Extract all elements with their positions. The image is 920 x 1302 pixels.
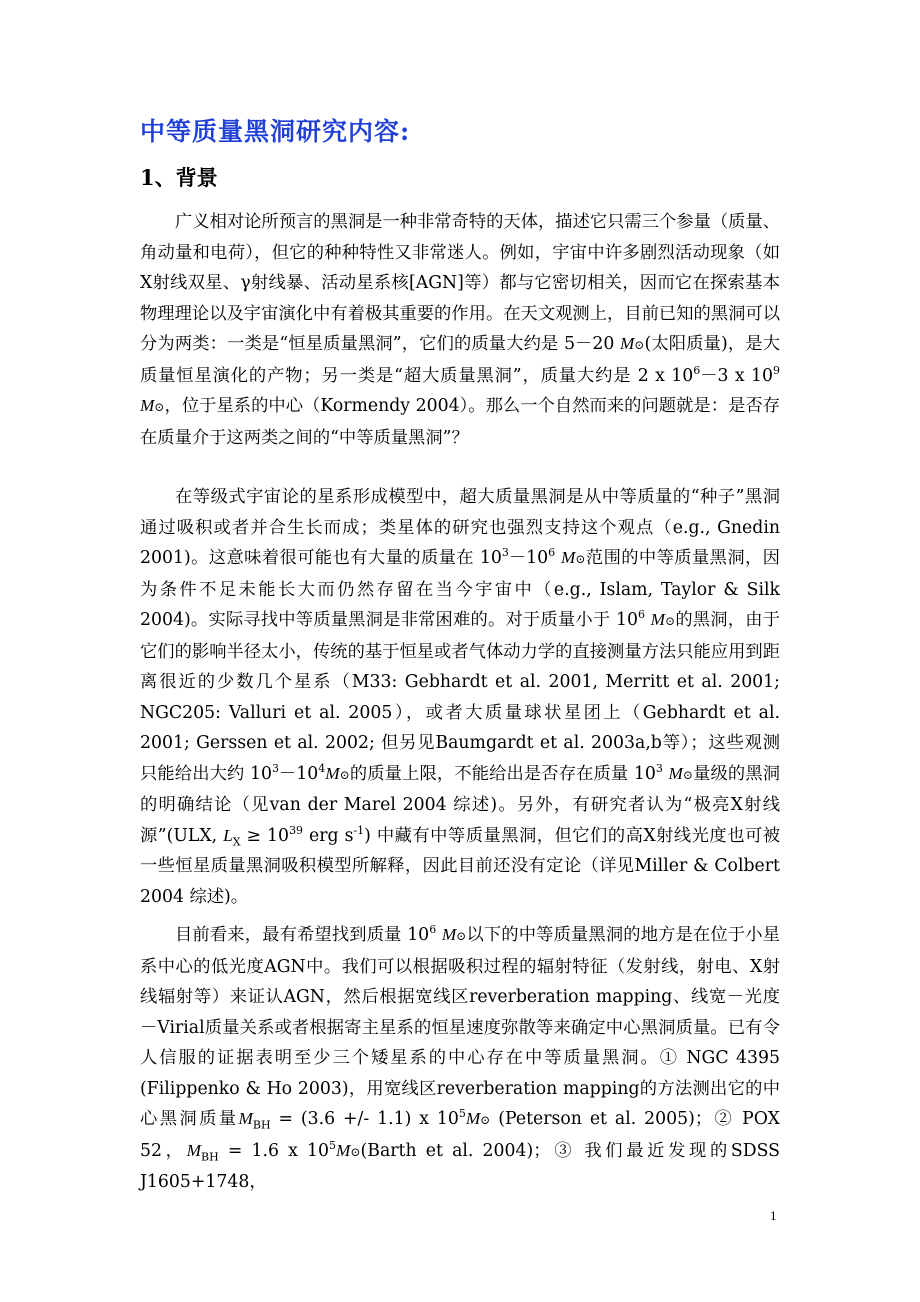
text-run: = 1.6 x 10: [218, 1140, 330, 1161]
text-run: 广义相对论所预言的黑洞是一种非常奇特的天体，描述它只需三个参量（质量、角动量和电荷），但它的种种特性又非常迷人。例如，宇宙中许多剧烈活动现象（如X射线双星、γ射线暴、活动星系核[AGN]等）都与它密切相关，因而它在探索基本物理理论以及宇宙演化中有着极其重要的作用。在天文观测上，目前已知的黑洞可以分为两类：一类是“恒星质量黑洞”，它们的质量大约是 5－20: [140, 212, 780, 354]
sun-symbol: ⊙: [665, 614, 676, 628]
solar-mass-symbol: M: [441, 925, 457, 944]
text-run: －3 x 10: [700, 365, 773, 386]
text-run: －10: [279, 763, 319, 784]
paragraph-background-1: [140, 207, 780, 453]
solar-mass-symbol: M: [650, 610, 666, 629]
text-run: －10: [508, 548, 549, 568]
exponent: 39: [289, 823, 304, 837]
text-run: erg s: [303, 825, 354, 846]
section-heading: 1、背景: [140, 165, 218, 190]
exponent: 3: [655, 761, 663, 775]
text-run: 目前看来，最有希望找到质量 10: [175, 925, 430, 945]
text-run: 在等级式宇宙论的星系形成模型中，超大质量黑洞是从中等质量的“种子”黑洞通过吸积或者并合生长而成；类星体的研究也强烈支持这个观点（e.g., Gnedin 2001)。这意味着很可能也有大量的质量在 10: [140, 487, 780, 568]
bh-mass-symbol: M: [186, 1140, 202, 1160]
exponent: 4: [318, 761, 326, 775]
paragraph-background-2: [140, 482, 780, 912]
solar-mass-symbol: M: [336, 1140, 351, 1160]
solar-mass-symbol: M: [668, 763, 683, 783]
subscript: BH: [252, 1118, 271, 1132]
solar-mass-symbol: M: [325, 763, 340, 783]
sun-symbol: ⊙: [350, 1144, 361, 1159]
sun-symbol: ⊙: [634, 338, 645, 352]
text-run: ) 中藏有中等质量黑洞，但它们的高X射线光度也可被一些恒星质量黑洞吸积模型所解释，因此目前还没有定论（详见Miller & Colbert 2004 综述)。: [140, 825, 780, 907]
text-run: (Barth et al. 2004)；③ 我们最近发现的SDSS J1605+1748，: [140, 1140, 780, 1192]
sun-symbol: ⊙: [575, 552, 586, 566]
exponent: -1: [353, 823, 365, 837]
document-title: 中等质量黑洞研究内容:: [140, 117, 411, 146]
text-run: 的黑洞，由于它们的影响半径太小，传统的基于恒星或者气体动力学的直接测量方法只能应用到距离很近的少数几个星系（M33: Gebhardt et al. 2001, Merritt et al. 2001; NGC205: Valluri et al. 2005），或者大质量球状星团上（Gebhardt et al. 2001; Gerssen et al. 2002; 但另见Baumgardt et al. 2003a,b等）；这些观测只能给出大约 10: [140, 610, 780, 784]
page-number: 1: [770, 1208, 777, 1223]
solar-mass-symbol: M: [619, 334, 635, 353]
subscript: X: [232, 834, 241, 848]
exponent: 3: [501, 546, 509, 560]
exponent: 6: [693, 363, 701, 377]
exponent: 3: [272, 761, 280, 775]
text-run: (太阳质量)，是大质量恒星演化的产物；另一类是“超大质量黑洞”，质量大约是 2 x 10: [140, 334, 780, 386]
text-run: = (3.6 +/- 1.1) x 10: [270, 1109, 459, 1129]
luminosity-symbol: L: [223, 825, 233, 845]
exponent: 6: [637, 608, 645, 622]
exponent: 6: [548, 546, 556, 560]
sun-symbol: ⊙: [456, 929, 467, 943]
paragraph-candidates: [140, 920, 780, 1198]
text-run: 范围的中等质量黑洞，因为条件不足未能长大而仍然存留在当今宇宙中（e.g., Islam, Taylor & Silk 2004)。实际寻找中等质量黑洞是非常困难的。对于质量小于 10: [140, 548, 780, 630]
exponent: 6: [429, 923, 437, 937]
solar-mass-symbol: M: [140, 396, 155, 415]
sun-symbol: ⊙: [154, 400, 165, 414]
bh-mass-symbol: M: [238, 1109, 253, 1128]
text-run: 的质量上限，不能给出是否存在质量 10: [349, 763, 656, 784]
solar-mass-symbol: M: [561, 548, 576, 567]
sun-symbol: ⊙: [339, 767, 350, 782]
text-run: ≥ 10: [240, 825, 290, 846]
exponent: 5: [329, 1138, 337, 1152]
sun-symbol: ⊙: [682, 767, 693, 782]
exponent: 5: [458, 1107, 466, 1121]
sun-symbol: ⊙: [480, 1113, 491, 1127]
text-run: (Peterson et al. 2005)；② POX 52，: [140, 1109, 780, 1161]
text-run: ，位于星系的中心（Kormendy 2004）。那么一个自然而来的问题就是：是否存在质量介于这两类之间的“中等质量黑洞”？: [140, 396, 780, 448]
exponent: 9: [773, 363, 780, 377]
subscript: BH: [201, 1149, 219, 1163]
solar-mass-symbol: M: [465, 1109, 481, 1128]
text-run: 以下的中等质量黑洞的地方是在位于小星系中心的低光度AGN中。我们可以根据吸积过程的辐射特征（发射线，射电、X射线辐射等）来证认AGN，然后根据宽线区reverberation mapping、线宽－光度－Virial质量关系或者根据寄主星系的恒星速度弥散等来确定中心黑洞质量。已有令人信服的证据表明至少三个矮星系的中心存在中等质量黑洞。① NGC 4395 (Filippenko & Ho 2003)，用宽线区reverberation mapping的方法测出它的中心黑洞质量: [140, 925, 780, 1129]
text-run: 量级的黑洞的明确结论（见van der Marel 2004 综述)。另外，有研究者认为“极亮X射线源”(ULX,: [140, 763, 781, 846]
